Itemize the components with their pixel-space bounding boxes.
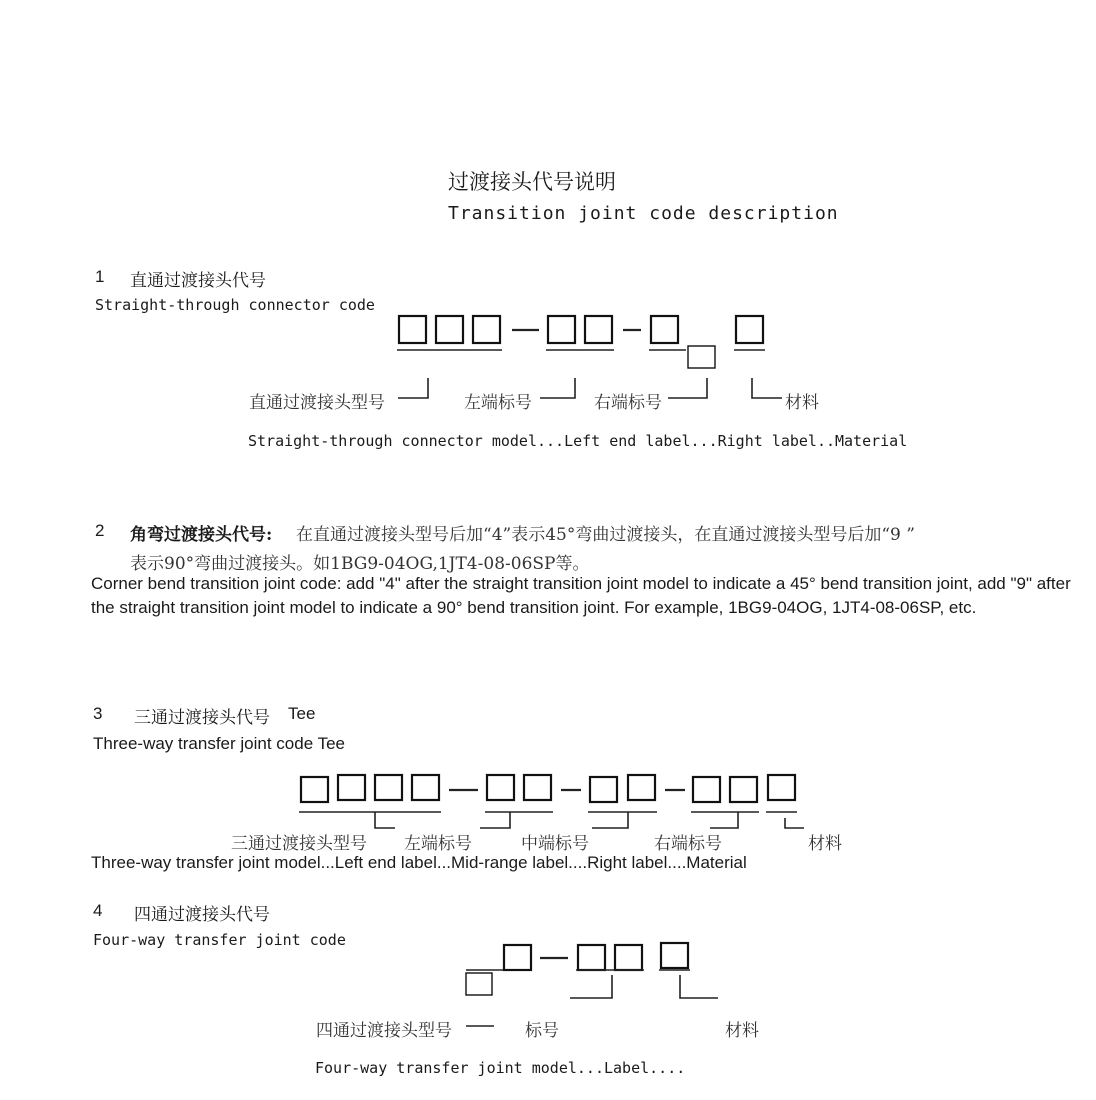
- label-material: 材料: [785, 393, 819, 413]
- section-number: 3: [93, 704, 103, 723]
- section-number: 4: [93, 901, 103, 920]
- label-left-end: 左端标号: [464, 393, 532, 413]
- section-heading-cn: 三通过渡接头代号: [134, 708, 270, 728]
- page-title-cn: 过渡接头代号说明: [448, 170, 616, 194]
- label-model: 直通过渡接头型号: [249, 393, 385, 413]
- section-heading-cn: 角弯过渡接头代号:: [130, 525, 273, 545]
- label-material: 材料: [725, 1021, 759, 1041]
- section-text-cn-line2: 表示90°弯曲过渡接头。如1BG9-04OG,1JT4-08-06SP等。: [130, 554, 590, 574]
- section-heading-en: Straight-through connector code: [95, 296, 375, 314]
- label-material: 材料: [808, 834, 842, 854]
- section-heading-en: Four-way transfer joint code: [93, 931, 346, 949]
- caption-en: Straight-through connector model...Left end label...Right label..Material: [248, 432, 908, 450]
- section-heading-en: Three-way transfer joint code Tee: [93, 734, 345, 753]
- section-text-en: Corner bend transition joint code: add "4" after the straight transition joint model to indicate a 45° bend transition joint, add "9" after the straight transition joint model to indicate a 90° bend transition joint. For example, 1BG9-04OG, 1JT4-08-06SP, etc.: [91, 574, 1071, 617]
- caption-en: Three-way transfer joint model...Left end label...Mid-range label....Right label....Material: [91, 853, 747, 872]
- label-label: 标号: [525, 1021, 559, 1041]
- section-number: 1: [95, 267, 105, 286]
- label-mid: 中端标号: [521, 834, 589, 854]
- label-right-end: 右端标号: [654, 834, 722, 854]
- label-model: 四通过渡接头型号: [316, 1021, 452, 1041]
- page-title-en: Transition joint code description: [448, 203, 839, 224]
- caption-en: Four-way transfer joint model...Label....: [315, 1059, 686, 1077]
- label-model: 三通过渡接头型号: [231, 834, 367, 854]
- section-heading-suffix: Tee: [288, 704, 316, 723]
- label-left-end: 左端标号: [404, 834, 472, 854]
- section-heading-cn: 直通过渡接头代号: [130, 271, 266, 291]
- label-right-end: 右端标号: [594, 393, 662, 413]
- section-heading-cn: 四通过渡接头代号: [134, 905, 270, 925]
- section-text-cn-line1: 在直通过渡接头型号后加“4”表示45°弯曲过渡接头，在直通过渡接头型号后加“9 ”: [296, 525, 915, 545]
- section-number: 2: [95, 521, 105, 540]
